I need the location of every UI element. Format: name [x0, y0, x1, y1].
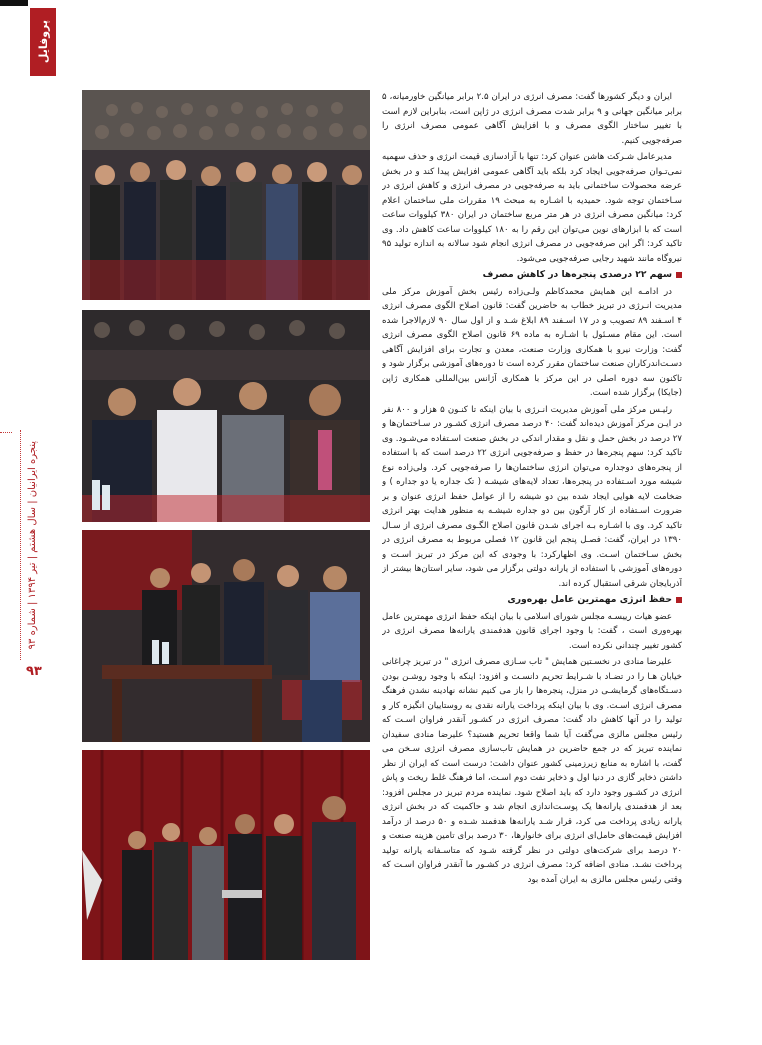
article-paragraph: در ادامـه این همایش محمدکاظم ولـی‌زاده رئیس بخش آموزش مرکز ملی مدیریت انـرژی در تبریز خطاب به حاضرین گفت: قانون اصلاح الگوی مصرف انرژی ۴ اسـفند ۸۹ تصویب و در ۱۷ اسـفند ۸۹ ابلاغ شـد و از اول سال ۹۰ لازم‌الاجرا شده است. این مقام مسـئول با اشـاره به ماده ۶۹ قانون اصلاح الگوی مصرف انرژی گفت: وزارت نیرو با همکاری وزارت صنعت، معدن و تجارت برای افزایش آگاهی دسـت‌اندرکاران صنعت ساختمان مقرر کرده است تا دوره‌های آموزشی برگزار شود و تاکنون سه دوره اصلی در این مرکز با همکاری آژانس بین‌المللی همکاری ژاپن (جایکا) برگزار شده است.	[382, 286, 682, 398]
subheading-text: سهم ۲۲ درصدی پنجره‌ها در کاهش مصرف	[482, 269, 672, 280]
article-subheading	[382, 593, 682, 608]
article-paragraph: ایران و دیگر کشورها گفت: مصرف انرژی در ایران ۲.۵ برابر میانگین خاورمیانه، ۵ برابر میانگین جهانی و ۹ برابر شدت مصرف انرژی در ژاپن است، بنابراین لازم است با تغییر ساختار الگوی مصرف و با افزایش آگاهی عمومی مصرف انرژی را صرفه‌جویی کنیم.	[382, 92, 682, 146]
corner-mark	[0, 0, 28, 6]
journal-line: پنجره ایرانیان | سال هشتم | تیر ۱۳۹۴ | شماره ۹۳	[26, 440, 38, 650]
article-body	[382, 90, 682, 970]
photo-award-ceremony	[82, 750, 370, 960]
article-paragraph: علیرضا منادی در نخسـتین همایش " تاب سـازی مصرف انرژی " در تبریز چراغانی خیابان هـا را در تضـاد با شـرایط تحریم دانسـت و افزود: اینکه با وجود روشـن بودن دسـتگاه‌های گرمایشـی در منزل، پنجره‌ها را باز می کنیم نشانه نهادینه نشدن فرهنگ مصرف انرژی اسـت. وی با بیان اینکه پرداخت یارانه نقدی به روستاییان انگیزه کار و تولید را در آنها کاهش داد گفت: مصرف انرژی در کشـور آنقدر فراوان اسـت که رئیس مجلس مالزی می‌گفت آیا شما واقعا تحریم هستید؟ علیرضا منادی سفیدان نماینده تبریز که در جمع حاضرین در همایش تاب‌سازی مصرف انرژی سـخن می گفت، با اشاره به منابع زیرزمینی کشور عنوان داشت: درست است که ایران از نظر داشتن ذخایر گازی در دنیا اول و ذخایر نفت دوم اسـت، اما فرهنگ غلط ریخت و پاش انرژی در کشـور وجود دارد که باید اصلاح شود. نماینده مردم تبریز در مجلس افزود: بعد از هدفمندی یارانه‌ها یک پوسـت‌اندازی انجام شد و حاکمیت که در بخش انرژی یارانه زیادی پرداخت می کرد، قرار شـد یارانه‌ها هدفمند شـده و ۵۰ درصد از درآمد افزایش قیمت‌های حامل‌ای انرژی برای خانوارها، ۳۰ درصد برای تامین هزینه صنعت و ۲۰ درصد برای شرکت‌های دولتی در نظر گرفته شـود که متاسـفانه یارانه تولید پرداخت نشـد. منادی اضافه کرد: مصرف انرژی در کشـور ما آنقدر فراوان اسـت که وقتی رئیس مجلس مالزی به ایران آمده بود	[382, 657, 682, 885]
journal-info	[24, 430, 40, 660]
bullet-icon	[676, 597, 682, 603]
section-tab	[30, 8, 56, 76]
dotted-marker	[0, 432, 12, 433]
article-paragraph: عضو هیات رییسـه مجلس شورای اسلامی با بیان اینکه حفظ انرژی مهمترین عامل بهره‌وری است ، گفت: با وجود اجرای قانون هدفمندی یارانه‌ها مصرف انرژی در کشور تغییر چندانی نکرده است.	[382, 611, 682, 651]
article-paragraph: رئیـس مرکز ملی آموزش مدیریت انـرژی با بیان اینکه تا کنـون ۵ هزار و ۸۰۰ نفر در ایـن مرکز آموزش دیده‌اند گفت: ۴۰ درصد مصرف انرژی کشـور در سـاختمان‌ها و ۲۷ درصد در بخش حمل و نقل و مقدار اندکی در بخش صنعت اسـتفاده می‌شـود. وی تاکید کرد: سهم پنجره‌ها در حفظ و صرفه‌جویی انرژی ۲۲ درصد است که با استفاده از پنجره‌های دوجداره می‌توان انرژی ساختمان‌ها را صرفه‌جویی کرد. ولی‌زاده نوع شیشه مورد اسـتفاده در پنجره‌ها، تعداد لایه‌های شیشـه ( تک جداره یا دو جداره ) و ضخامت لایه هوایی ایجاد شده بین دو شیشه را از عوامل حفظ انرژی عنوان و بر ضرورت اسـتفاده از کار آرگون بین دو جداره شیشـه به منظور هدایت بهتر انرژی تاکید کرد. وی با اشـاره بـه اجرای شـدن قانون اصلاح الگـوی مصرف انرژی از سـال ۱۳۹۰ در ایران، گفت: فصـل پنجم این قانون ۱۲ فصلی مربوط به مصرف انرژی در بخش سـاختمان اسـت. وی اظهارکرد: با وجودی که این مرکز در تبریز اسـت و دوره‌های آموزشی با استفاده از یارانه دولتی برگزار می شود، سایر استان‌ها بیشتر از آذربایجان شرقی استقبال کرده اند.	[382, 404, 682, 589]
dotted-divider	[20, 430, 21, 660]
photo-standing-audience	[82, 90, 370, 300]
photo-seated-officials	[82, 310, 370, 522]
subheading-text: حفظ انرژی مهمترین عامل بهره‌وری	[507, 594, 672, 605]
bullet-icon	[676, 272, 682, 278]
article-subheading	[382, 268, 682, 283]
article-paragraph: مدیرعامل شـرکت هاشن عنوان کرد: تنها با آزادسازی قیمت انرژی و حذف سهمیه نمی‌تـوان صرفه‌جویی ایجاد کرد بلکه باید آگاهی عمومی افزایش پیدا کند و در بخش عرضه محصولات ساختمانی باید به صرفه‌جویی در مصرف انرژی و کاهش انرژی در سـاختمان توجه شود. حمیدیه با اشـاره به مبحث ۱۹ مقررات ملی ساختمان اعلام کرد: میانگین مصرف انرژی در هر متر مربع ساختمان در ایران ۳۸۰ کیلووات ساعت است که با ابزارهای نوین می‌توان این رقم را به ۱۸۰ کیلووات ساعت کاهش داد. وی تاکید کرد: اگر این صرفه‌جویی در مصرف انرژی انجام شود سالانه به اندازه تولید ۹۵ نیروگاه مانند شهید رجایی صرفه‌جویی می‌شود.	[382, 152, 682, 264]
photo-audience-row	[82, 530, 370, 742]
section-tab-label: پروفایل	[36, 20, 50, 64]
page-number: ۹۳	[26, 664, 42, 679]
